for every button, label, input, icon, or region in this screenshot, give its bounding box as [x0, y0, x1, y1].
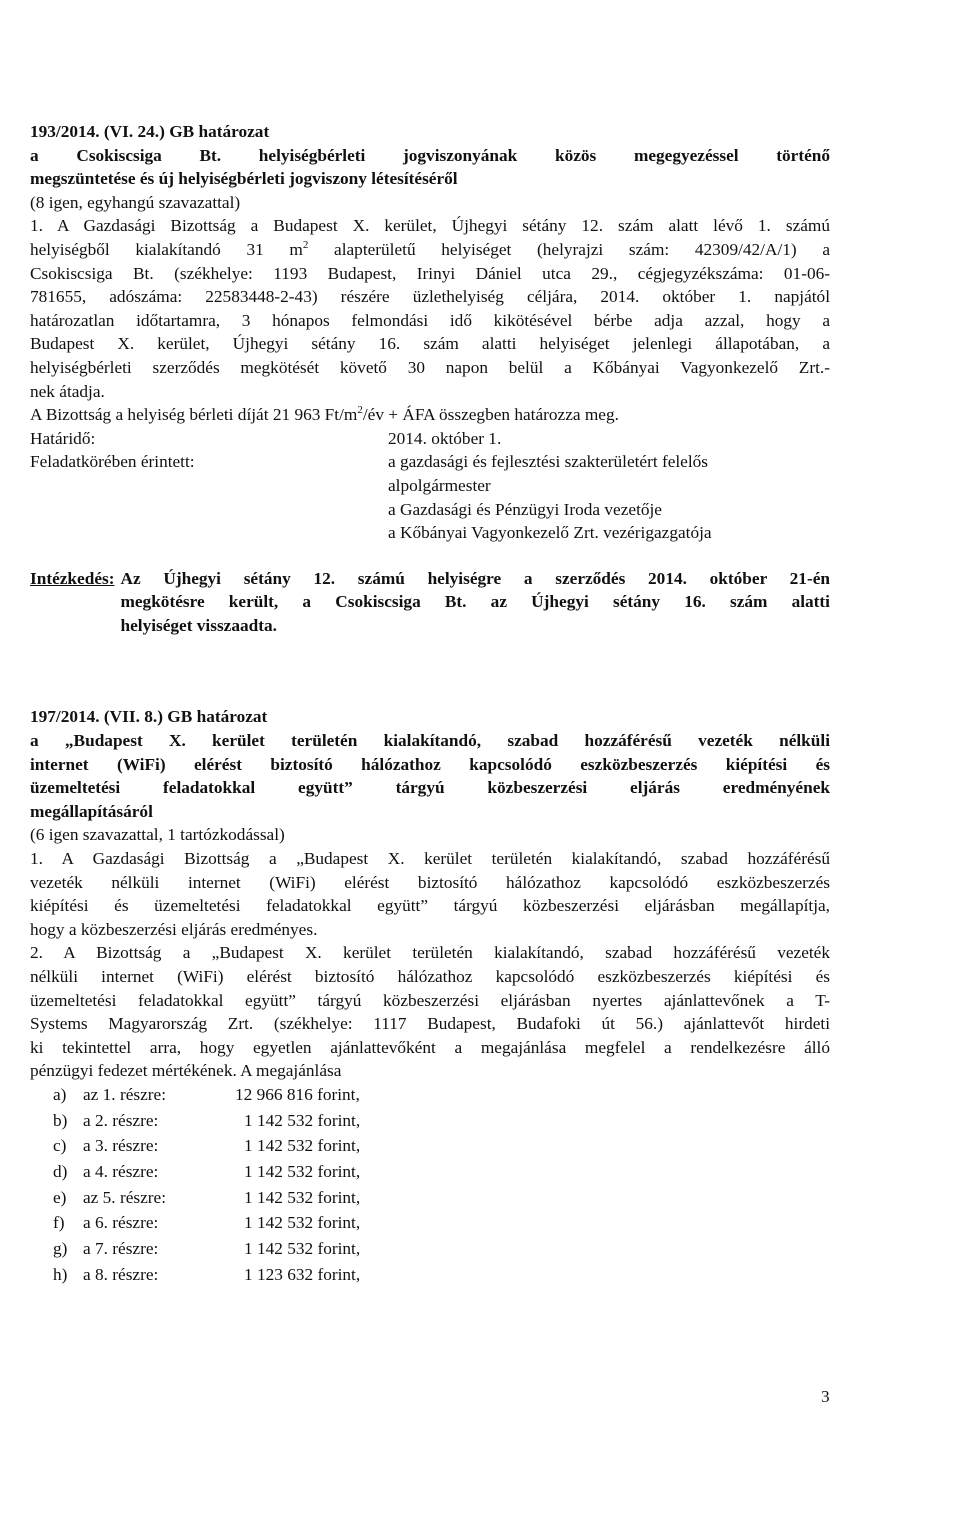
list-item: g) a 7. részre: 1 142 532 forint, — [53, 1239, 361, 1259]
resolution-197-vote: (6 igen szavazattal, 1 tartózkodással) — [30, 825, 285, 845]
resolution-193-body-line: határozatlan időtartamra, 3 hónapos felmondási idő kikötésével bérbe adja azzal, hogy a — [30, 310, 830, 330]
resolution-193-body-line: nek átadja. — [30, 381, 105, 401]
deadline-label: Határidő: — [30, 428, 96, 448]
resolution-193-body-line: Csokiscsiga Bt. (székhelye: 1193 Budapest, Irinyi Dániel utca 29., cégjegyzékszáma: 01-06- — [30, 263, 830, 283]
list-item: f) a 6. részre: 1 142 532 forint, — [53, 1213, 361, 1233]
list-item: d) a 4. részre: 1 142 532 forint, — [53, 1162, 361, 1182]
responsible-value: a Kőbányai Vagyonkezelő Zrt. vezérigazgatója — [388, 523, 712, 543]
resolution-197-subject-line: a „Budapest X. kerület területén kialakítandó, szabad hozzáférésű vezeték nélküli — [30, 731, 830, 751]
resolution-193-body-line: helyiségből kialakítandó 31 $m^2$ alapterületű helyiséget (helyrajzi szám: 42309/42/A/1) a — [30, 239, 830, 259]
resolution-193-subject-line-2: megszüntetése és új helyiségbérleti jogviszony létesítéséről — [30, 169, 458, 189]
resolution-197-p1-line: vezeték nélküli internet (WiFi) elérést biztosító hálózathoz kapcsolódó eszközbeszerzés — [30, 872, 830, 892]
resolution-197-p2-line: Systems Magyarország Zrt. (székhelye: 1117 Budapest, Budafoki út 56.) ajánlattevőt hirdeti — [30, 1014, 830, 1034]
responsible-value: alpolgármester — [388, 475, 491, 495]
measure-line: helyiséget visszaadta. — [120, 615, 277, 635]
list-item: h) a 8. részre: 1 123 632 forint, — [53, 1264, 361, 1284]
resolution-193-measure — [30, 567, 830, 638]
resolution-197-p2-line: ki tekintettel arra, hogy egyetlen ajánlattevőként a megajánlása megfelel a rendelkezésre álló — [30, 1037, 830, 1057]
resolution-197-p2-line: pénzügyi fedezet mértékének. A megajánlása — [30, 1061, 342, 1081]
resolution-197-subject-line: megállapításáról — [30, 801, 153, 821]
responsible-value: a Gazdasági és Pénzügyi Iroda vezetője — [388, 499, 662, 519]
resolution-197-p2-line: 2. A Bizottság a „Budapest X. kerület területén kialakítandó, szabad hozzáférésű vezeték — [30, 943, 830, 963]
resolution-193-vote: (8 igen, egyhangú szavazattal) — [30, 192, 241, 212]
resolution-193-responsible — [30, 450, 830, 474]
list-item: b) a 2. részre: 1 142 532 forint, — [53, 1110, 361, 1130]
resolution-193-fee: A Bizottság a helyiség bérleti díját 21 963 $Ft/m^2/év$ + ÁFA összegben határozza meg. — [30, 404, 619, 425]
resolution-193-body-line: Budapest X. kerület, Újhegyi sétány 16. szám alatti helyiséget jelenlegi állapotában, a — [30, 334, 830, 354]
resolution-197-p1-line: 1. A Gazdasági Bizottság a „Budapest X. kerület területén kialakítandó, szabad hozzáférésű — [30, 849, 830, 869]
measure-line: Az Újhegyi sétány 12. számú helyiségre a szerződés 2014. október 21-én — [120, 568, 830, 588]
resolution-197-p2-line: üzemeltetési feladatokkal együtt” tárgyú közbeszerzési eljárásban nyertes ajánlattevőnek a T- — [30, 990, 830, 1010]
document-body — [30, 120, 830, 1288]
list-item: c) a 3. részre: 1 142 532 forint, — [53, 1136, 361, 1156]
responsible-value: a gazdasági és fejlesztési szakterületért felelős — [388, 452, 709, 472]
resolution-193-heading: 193/2014. (VI. 24.) GB határozat — [30, 122, 270, 141]
resolution-193-body-line: helyiségbérleti szerződés megkötését követő 30 napon belül a Kőbányai Vagyonkezelő Zrt.- — [30, 357, 830, 377]
resolution-197-p2-line: nélküli internet (WiFi) elérést biztosító hálózathoz kapcsolódó eszközbeszerzés kiépítési és — [30, 967, 830, 986]
resolution-197-p1-line: kiépítési és üzemeltetési feladatokkal együtt” tárgyú közbeszerzési eljárásban megállapítja, — [30, 896, 830, 916]
list-item: e) az 5. részre: 1 142 532 forint, — [53, 1187, 361, 1207]
list-item: a) az 1. részre: 12 966 816 forint, — [53, 1084, 360, 1104]
resolution-193-body-line: 781655, adószáma: 22583448-2-43) részére üzlethelyiség céljára, 2014. október 1. napjától — [30, 287, 830, 307]
resolution-193-body-line: 1. A Gazdasági Bizottság a Budapest X. kerület, Újhegyi sétány 12. szám alatt lévő 1. számú — [30, 216, 830, 236]
measure-label: Intézkedés: — [30, 568, 115, 588]
responsible-label: Feladatkörében érintett: — [30, 452, 195, 472]
deadline-value: 2014. október 1. — [388, 428, 502, 448]
resolution-197-p1-line: hogy a közbeszerzési eljárás eredményes. — [30, 919, 318, 939]
resolution-197-heading: 197/2014. (VII. 8.) GB határozat — [30, 707, 268, 727]
resolution-197-subject-line: internet (WiFi) elérést biztosító hálózathoz kapcsolódó eszközbeszerzés kiépítési és — [30, 754, 830, 774]
resolution-193-subject-line-1: a Csokiscsiga Bt. helyiségbérleti jogviszonyának közös megegyezéssel történő — [30, 145, 830, 165]
page-number: 3 — [821, 1387, 830, 1406]
offer-list — [53, 1083, 830, 1289]
measure-line: megkötésre került, a Csokiscsiga Bt. az Újhegyi sétány 16. szám alatti — [120, 592, 830, 612]
resolution-193-deadline — [30, 427, 830, 451]
resolution-197-subject-line: üzemeltetési feladatokkal együtt” tárgyú közbeszerzési eljárás eredményének — [30, 778, 830, 798]
